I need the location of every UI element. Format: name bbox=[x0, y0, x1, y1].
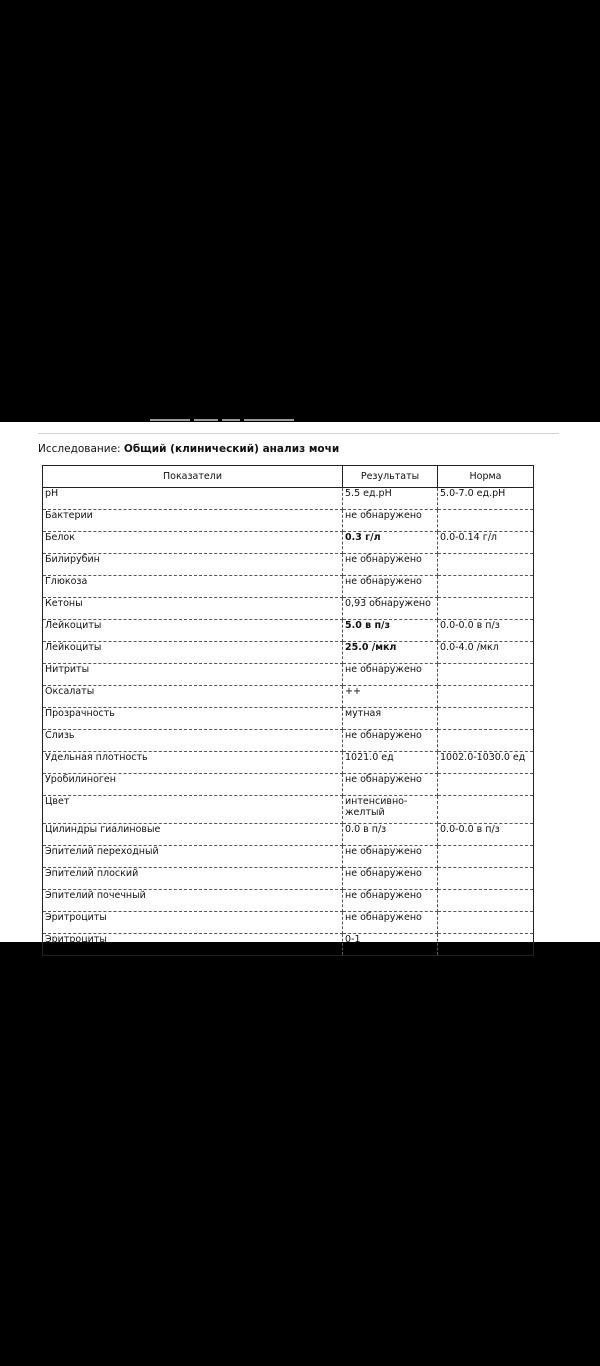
norm-cell bbox=[438, 912, 534, 934]
table-row bbox=[43, 642, 534, 664]
indicator-cell: Прозрачность bbox=[43, 708, 343, 730]
indicator-cell: Оксалаты bbox=[43, 686, 343, 708]
document-page bbox=[0, 422, 600, 945]
norm-cell: 0.0-4.0 /мкл bbox=[438, 642, 534, 664]
indicator-cell: Лейкоциты bbox=[43, 620, 343, 642]
result-cell: 0-1 bbox=[343, 934, 438, 956]
indicator-cell: Эпителий плоский bbox=[43, 868, 343, 890]
header-result: Результаты bbox=[343, 466, 438, 488]
norm-cell: 5.0-7.0 ед.pH bbox=[438, 488, 534, 510]
study-label: Исследование: bbox=[38, 443, 121, 455]
norm-cell bbox=[438, 934, 534, 956]
result-cell: 1021.0 ед bbox=[343, 752, 438, 774]
table-row bbox=[43, 488, 534, 510]
result-cell-abnormal: 5.0 в п/з bbox=[343, 620, 438, 642]
norm-cell bbox=[438, 708, 534, 730]
indicator-cell: Эпителий переходный bbox=[43, 846, 343, 868]
study-name: Общий (клинический) анализ мочи bbox=[123, 443, 340, 455]
norm-cell bbox=[438, 796, 534, 824]
indicator-cell: Белок bbox=[43, 532, 343, 554]
table-header-row bbox=[43, 466, 534, 488]
result-cell-abnormal: 25.0 /мкл bbox=[343, 642, 438, 664]
indicator-cell: Слизь bbox=[43, 730, 343, 752]
divider bbox=[38, 433, 559, 434]
table-row bbox=[43, 620, 534, 642]
study-heading bbox=[38, 443, 339, 455]
norm-cell bbox=[438, 774, 534, 796]
indicator-cell: Уробилиноген bbox=[43, 774, 343, 796]
table-row bbox=[43, 774, 534, 796]
indicator-cell: Цвет bbox=[43, 796, 343, 824]
norm-cell bbox=[438, 868, 534, 890]
indicator-cell: Билирубин bbox=[43, 554, 343, 576]
result-cell: не обнаружено bbox=[343, 576, 438, 598]
norm-cell bbox=[438, 664, 534, 686]
result-cell: не обнаружено bbox=[343, 868, 438, 890]
results-table bbox=[42, 465, 534, 956]
norm-cell bbox=[438, 576, 534, 598]
norm-cell bbox=[438, 730, 534, 752]
result-cell: 5.5 ед.pH bbox=[343, 488, 438, 510]
table-row bbox=[43, 890, 534, 912]
indicator-cell: Кетоны bbox=[43, 598, 343, 620]
table-row bbox=[43, 664, 534, 686]
table-row bbox=[43, 532, 534, 554]
norm-cell bbox=[438, 890, 534, 912]
result-cell: не обнаружено bbox=[343, 510, 438, 532]
indicator-cell: Удельная плотность bbox=[43, 752, 343, 774]
result-cell: 0.0 в п/з bbox=[343, 824, 438, 846]
norm-cell bbox=[438, 554, 534, 576]
norm-cell bbox=[438, 510, 534, 532]
result-cell: не обнаружено bbox=[343, 846, 438, 868]
table-row bbox=[43, 752, 534, 774]
table-row bbox=[43, 598, 534, 620]
table-row bbox=[43, 554, 534, 576]
norm-cell: 0.0-0.0 в п/з bbox=[438, 824, 534, 846]
result-cell: не обнаружено bbox=[343, 664, 438, 686]
table-row bbox=[43, 846, 534, 868]
table-row bbox=[43, 686, 534, 708]
table-row bbox=[43, 912, 534, 934]
result-cell-abnormal: 0.3 г/л bbox=[343, 532, 438, 554]
table-row bbox=[43, 824, 534, 846]
indicator-cell: Лейкоциты bbox=[43, 642, 343, 664]
norm-cell bbox=[438, 598, 534, 620]
norm-cell: 0.0-0.14 г/л bbox=[438, 532, 534, 554]
result-cell: ++ bbox=[343, 686, 438, 708]
norm-cell: 0.0-0.0 в п/з bbox=[438, 620, 534, 642]
result-cell: не обнаружено bbox=[343, 912, 438, 934]
table-row bbox=[43, 708, 534, 730]
indicator-cell: Бактерии bbox=[43, 510, 343, 532]
norm-cell bbox=[438, 686, 534, 708]
indicator-cell: Глюкоза bbox=[43, 576, 343, 598]
table-row bbox=[43, 510, 534, 532]
indicator-cell: Эритроциты bbox=[43, 912, 343, 934]
result-cell: интенсивно-желтый bbox=[343, 796, 438, 824]
result-cell: не обнаружено bbox=[343, 774, 438, 796]
table-row bbox=[43, 730, 534, 752]
result-cell: не обнаружено bbox=[343, 890, 438, 912]
indicator-cell: Эритроциты bbox=[43, 934, 343, 956]
table-row bbox=[43, 934, 534, 956]
table-row bbox=[43, 868, 534, 890]
table-row bbox=[43, 576, 534, 598]
cropped-text-remnant bbox=[150, 416, 310, 424]
norm-cell: 1002.0-1030.0 ед bbox=[438, 752, 534, 774]
indicator-cell: Нитриты bbox=[43, 664, 343, 686]
indicator-cell: Цилиндры гиалиновые bbox=[43, 824, 343, 846]
indicator-cell: pH bbox=[43, 488, 343, 510]
header-norm: Норма bbox=[438, 466, 534, 488]
result-cell: не обнаружено bbox=[343, 554, 438, 576]
result-cell: мутная bbox=[343, 708, 438, 730]
result-cell: 0,93 обнаружено bbox=[343, 598, 438, 620]
norm-cell bbox=[438, 846, 534, 868]
header-indicator: Показатели bbox=[43, 466, 343, 488]
result-cell: не обнаружено bbox=[343, 730, 438, 752]
table-row bbox=[43, 796, 534, 824]
indicator-cell: Эпителий почечный bbox=[43, 890, 343, 912]
